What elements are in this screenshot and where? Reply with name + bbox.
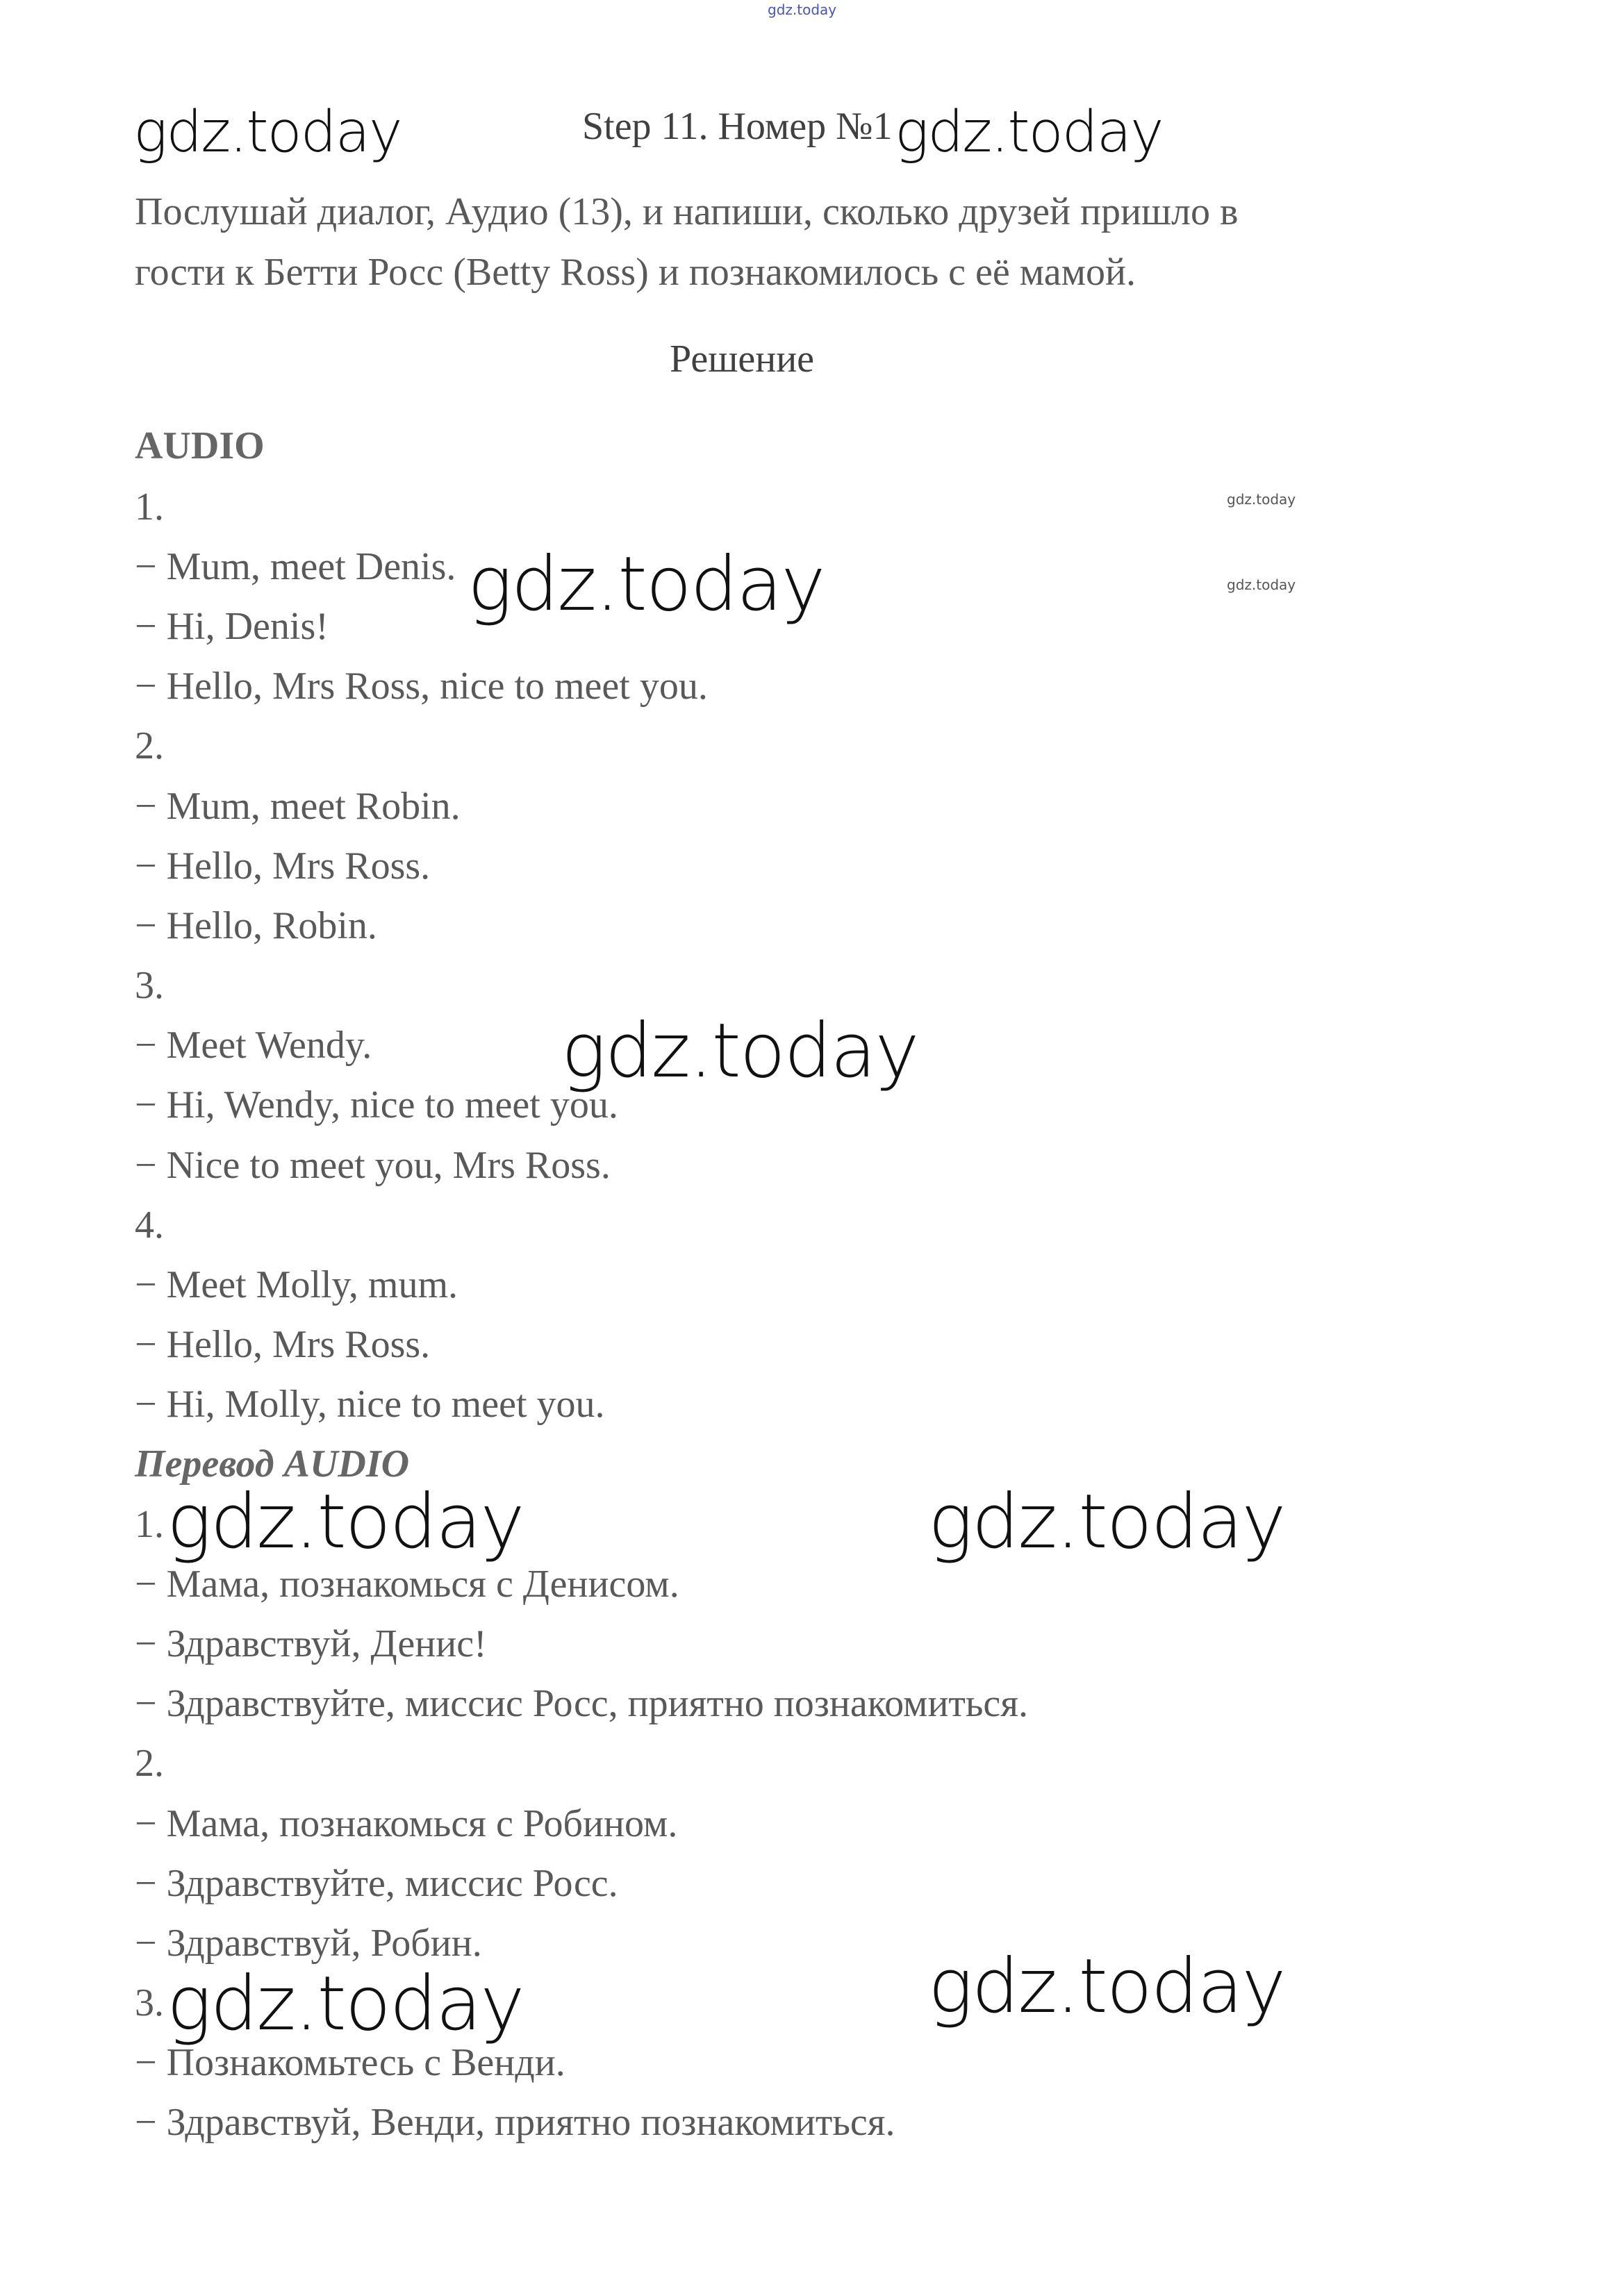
audio-line: 4.	[135, 1204, 164, 1247]
audio-header: AUDIO	[135, 424, 265, 467]
translation-line: − Здравствуй, Венди, приятно познакомиться.	[135, 2101, 895, 2144]
translation-line: 1.	[135, 1503, 164, 1546]
watermark: gdz.today	[928, 1943, 1285, 2030]
top-watermark: gdz.today	[768, 1, 837, 18]
audio-line: − Meet Molly, mum.	[135, 1263, 458, 1306]
translation-line: − Здравствуй, Денис!	[135, 1622, 487, 1665]
watermark: gdz.today	[1227, 491, 1296, 508]
audio-line: − Meet Wendy.	[135, 1024, 372, 1067]
audio-line: − Mum, meet Denis.	[135, 545, 456, 588]
audio-line: − Hello, Mrs Ross.	[135, 845, 431, 888]
audio-line: − Nice to meet you, Mrs Ross.	[135, 1144, 611, 1187]
translation-line: 3.	[135, 1981, 164, 2024]
page-title: Step 11. Номер №1	[582, 105, 893, 148]
translation-line: − Мама, познакомься с Робином.	[135, 1802, 678, 1845]
translation-line: − Здравствуй, Робин.	[135, 1922, 482, 1965]
audio-line: 3.	[135, 964, 164, 1007]
watermark: gdz.today	[895, 99, 1163, 165]
translation-line: − Мама, познакомься с Денисом.	[135, 1563, 679, 1606]
audio-line: − Mum, meet Robin.	[135, 785, 461, 828]
task-line: Послушай диалог, Аудио (13), и напиши, сколько друзей пришло в	[135, 190, 1239, 233]
watermark: gdz.today	[928, 1479, 1285, 1565]
audio-line: 2.	[135, 724, 164, 767]
task-text	[135, 182, 1385, 303]
translation-line: − Здравствуйте, миссис Росс.	[135, 1862, 618, 1905]
audio-line: − Hi, Molly, nice to meet you.	[135, 1383, 605, 1426]
translation-line: − Здравствуйте, миссис Росс, приятно познакомиться.	[135, 1682, 1029, 1725]
translation-header: Перевод AUDIO	[135, 1442, 410, 1486]
task-line: гости к Бетти Росс (Betty Ross) и познакомилось с её мамой.	[135, 251, 1136, 294]
audio-line: − Hello, Robin.	[135, 904, 377, 947]
audio-line: − Hi, Wendy, nice to meet you.	[135, 1083, 618, 1126]
watermark: gdz.today	[468, 541, 825, 628]
audio-line: − Hello, Mrs Ross.	[135, 1323, 431, 1366]
watermark: gdz.today	[167, 1961, 524, 2047]
audio-line: − Hello, Mrs Ross, nice to meet you.	[135, 665, 708, 708]
watermark: gdz.today	[561, 1008, 918, 1095]
audio-line: 1.	[135, 485, 164, 529]
watermark: gdz.today	[167, 1479, 524, 1565]
translation-line: 2.	[135, 1742, 164, 1785]
audio-line: − Hi, Denis!	[135, 605, 329, 648]
solution-label: Решение	[670, 338, 815, 381]
watermark: gdz.today	[133, 99, 402, 165]
translation-line: − Познакомьтесь с Венди.	[135, 2041, 565, 2084]
watermark: gdz.today	[1227, 576, 1296, 593]
